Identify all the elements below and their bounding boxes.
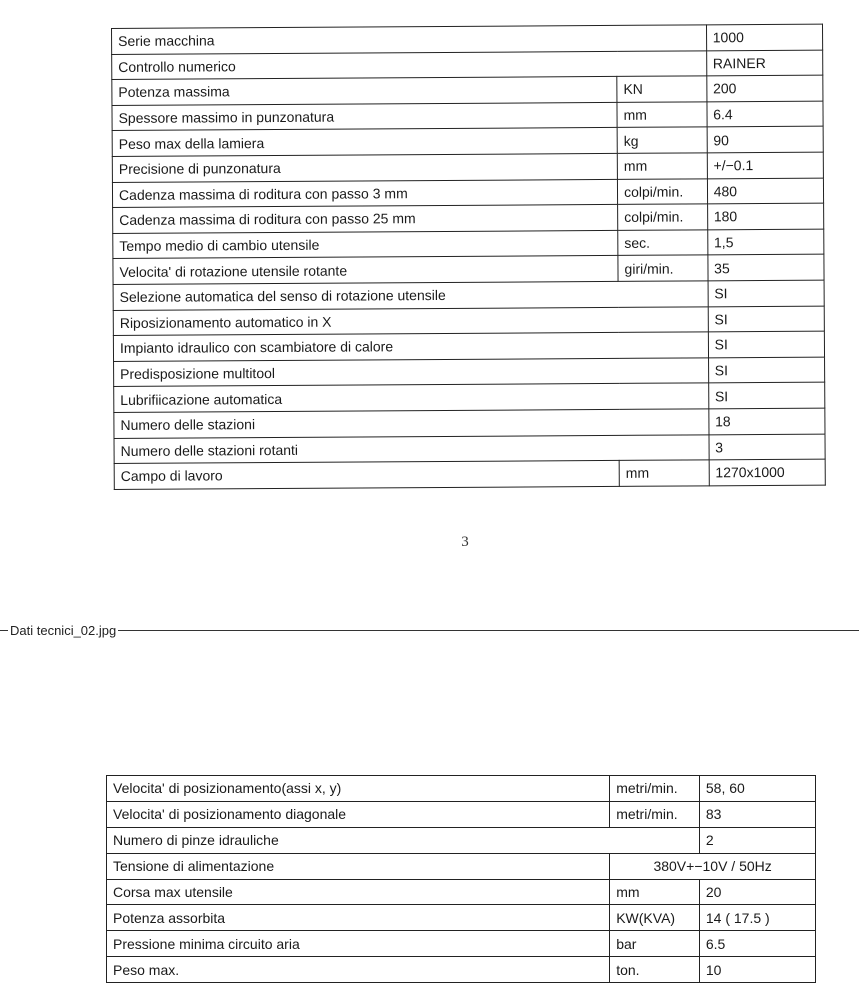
spec-label: Impianto idraulico con scambiatore di calore [113, 332, 708, 361]
spec-value: 180 [707, 203, 823, 229]
spec-label: Potenza assorbita [107, 905, 610, 931]
spec-value: 380V+−10V / 50Hz [610, 853, 816, 879]
spec-table-2 [106, 775, 816, 983]
spec-label: Numero delle stazioni rotanti [114, 434, 709, 463]
spec-label: Pressione minima circuito aria [107, 931, 610, 957]
spec-value: 20 [699, 879, 815, 905]
spec-value: 10 [699, 957, 815, 983]
spec-value: 3 [709, 434, 825, 460]
spec-unit: sec. [618, 230, 708, 256]
spec-value: RAINER [706, 50, 822, 76]
spec-value: 6.4 [707, 101, 823, 127]
spec-unit: KW(KVA) [610, 905, 700, 931]
spec-value: SI [708, 357, 824, 383]
spec-value: 1000 [706, 24, 822, 50]
spec-label: Campo di lavoro [114, 460, 619, 489]
spec-value: +/−0.1 [707, 152, 823, 178]
spec-label: Velocita' di posizionamento(assi x, y) [107, 776, 610, 802]
spec-row [107, 801, 816, 827]
spec-label: Cadenza massima di roditura con passo 25 mm [113, 205, 618, 234]
page-number: 3 [461, 534, 469, 550]
divider-tick [0, 630, 8, 631]
spec-label: Numero di pinze idrauliche [107, 827, 700, 853]
spec-row [107, 776, 816, 802]
spec-label: Controllo numerico [112, 50, 707, 79]
spec-value: 480 [707, 178, 823, 204]
spec-unit: colpi/min. [618, 204, 708, 230]
spec-label: Precisione di punzonatura [112, 153, 617, 182]
spec-row [107, 905, 816, 931]
spec-label: Velocita' di posizionamento diagonale [107, 801, 610, 827]
spec-value: 2 [699, 827, 815, 853]
spec-unit: bar [610, 931, 700, 957]
spec-unit: mm [617, 153, 707, 179]
spec-table-1 [111, 24, 826, 490]
spec-label: Corsa max utensile [107, 879, 610, 905]
spec-unit: metri/min. [610, 801, 700, 827]
spec-label: Potenza massima [112, 77, 617, 106]
spec-label: Serie macchina [112, 25, 707, 54]
spec-value: SI [708, 382, 824, 408]
spec-value: 83 [699, 801, 815, 827]
spec-value: 58, 60 [699, 776, 815, 802]
spec-label: Peso max della lamiera [112, 128, 617, 157]
spec-label: Peso max. [107, 957, 610, 983]
spec-value: 1270x1000 [709, 459, 825, 485]
spec-value: 14 ( 17.5 ) [699, 905, 815, 931]
spec-label: Predisposizione multitool [114, 358, 709, 387]
spec-value: 35 [708, 254, 824, 280]
spec-value: SI [708, 306, 824, 332]
spec-value: SI [708, 331, 824, 357]
spec-row [107, 853, 816, 879]
spec-unit: giri/min. [618, 255, 708, 281]
spec-value: 6.5 [699, 931, 815, 957]
spec-label: Numero delle stazioni [114, 409, 709, 438]
spec-label: Selezione automatica del senso di rotazione utensile [113, 281, 708, 310]
spec-unit: KN [617, 76, 707, 102]
spec-row [107, 879, 816, 905]
spec-label: Tensione di alimentazione [107, 853, 610, 879]
spec-value: 90 [707, 127, 823, 153]
spec-row [114, 459, 825, 489]
spec-row [107, 957, 816, 983]
spec-label: Spessore massimo in punzonatura [112, 102, 617, 131]
spec-unit: metri/min. [610, 776, 700, 802]
spec-row [107, 931, 816, 957]
spec-value: 18 [709, 408, 825, 434]
spec-value: 200 [706, 75, 822, 101]
spec-value: SI [708, 280, 824, 306]
spec-row [107, 827, 816, 853]
divider-filename: Dati tecnici_02.jpg [10, 622, 117, 638]
spec-label: Lubrifiicazione automatica [114, 383, 709, 412]
spec-label: Cadenza massima di roditura con passo 3 mm [112, 179, 617, 208]
spec-label: Velocita' di rotazione utensile rotante [113, 256, 618, 285]
spec-unit: colpi/min. [617, 178, 707, 204]
spec-unit: mm [617, 102, 707, 128]
file-divider [0, 622, 859, 638]
spec-unit: ton. [610, 957, 700, 983]
spec-unit: mm [619, 460, 709, 486]
spec-unit: mm [610, 879, 700, 905]
divider-line [118, 630, 859, 631]
spec-unit: kg [617, 127, 707, 153]
spec-label: Riposizionamento automatico in X [113, 306, 708, 335]
spec-label: Tempo medio di cambio utensile [113, 230, 618, 259]
spec-value: 1,5 [707, 229, 823, 255]
